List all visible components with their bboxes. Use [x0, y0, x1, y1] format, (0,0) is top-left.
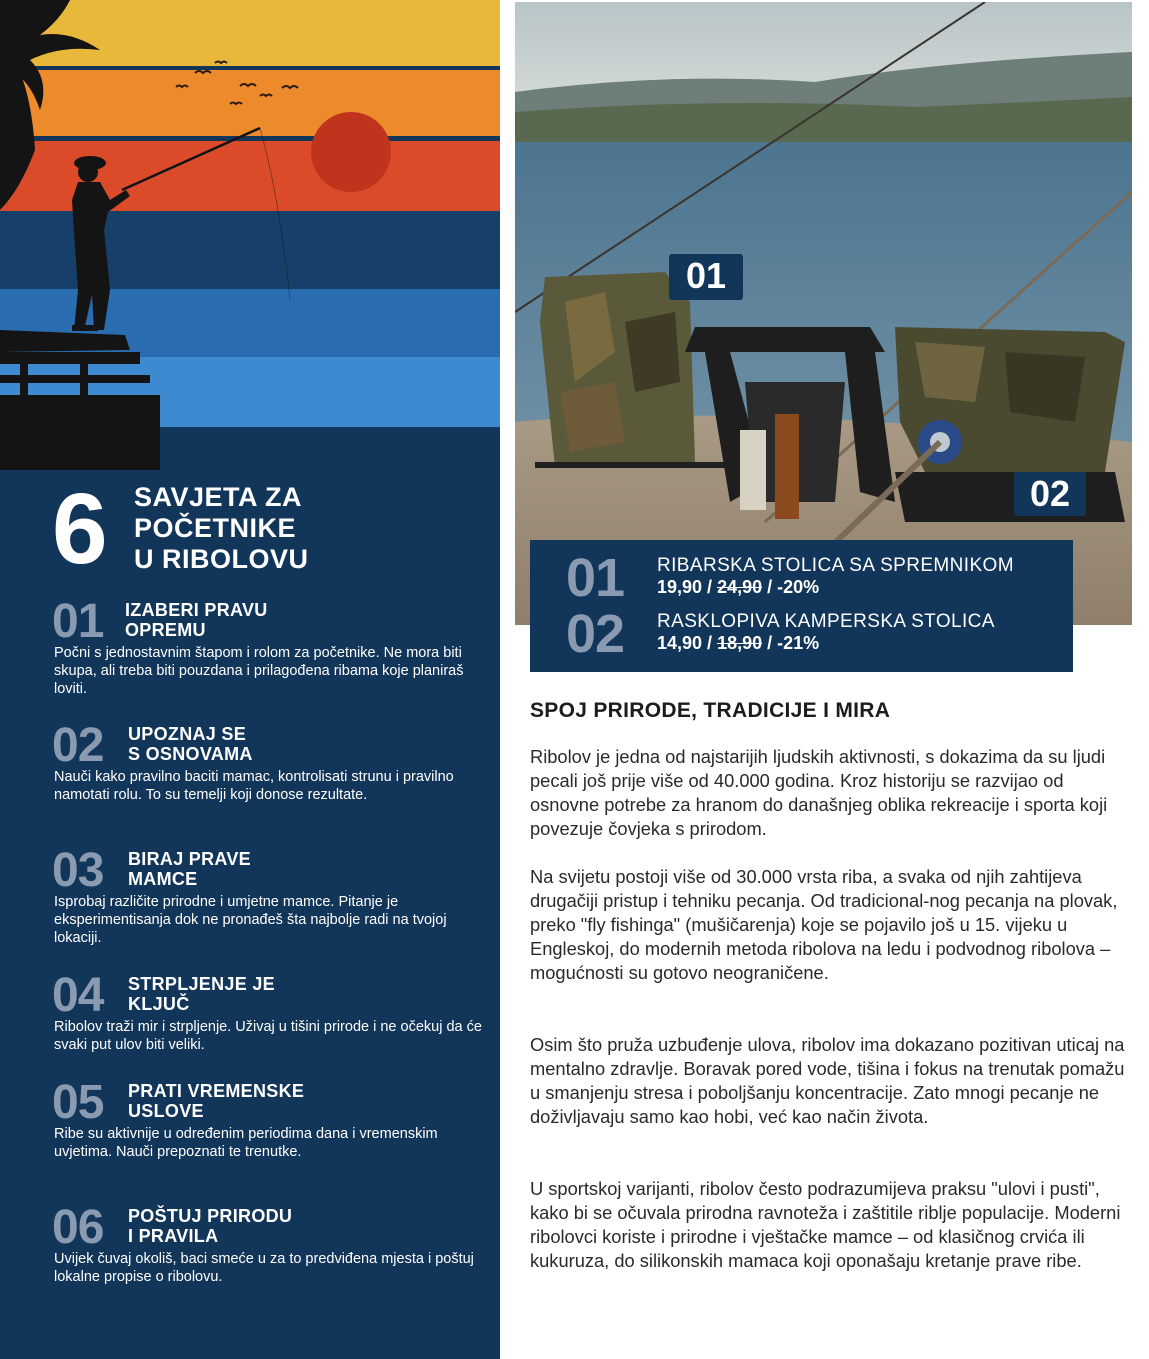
sunset-fisherman-illustration	[0, 0, 500, 470]
article-paragraph: Ribolov je jedna od najstarijih ljudskih aktivnosti, s dokazima da su ljudi pecali još prije više od 40.000 godina. Kroz historiju se razvijao od osnovne potrebe za hranom do današnjeg oblika rekreacije i sporta koji povezuje čovjeka s prirodom.	[530, 746, 1108, 839]
old-price: 18,90	[717, 633, 763, 653]
article-title: SPOJ PRIRODE, TRADICIJE I MIRA	[530, 699, 891, 722]
photo-tag-01: 01	[669, 254, 743, 300]
product-row	[530, 605, 1073, 663]
headline-text: SAVJETA ZA POČETNIKE U RIBOLOVU	[134, 482, 309, 574]
tip-title: POŠTUJ PRIRODU I PRAVILA	[128, 1206, 293, 1246]
tip-description: Isprobaj različite prirodne i umjetne mamce. Pitanje je eksperimentisanja dok ne pronađeš šta najbolje radi na tvojoj lokaciji.	[54, 894, 447, 946]
tip-title: BIRAJ PRAVE MAMCE	[128, 849, 251, 889]
tip-description: Ribe su aktivnije u određenim periodima dana i vremenskim uvjetima. Nauči prepoznati te trenutke.	[54, 1126, 438, 1160]
sun-icon	[311, 112, 391, 192]
tip-description: Uvijek čuvaj okoliš, baci smeće u za to predviđena mjesta i poštuj lokalne propise o ribolovu.	[54, 1251, 474, 1285]
tip-title: UPOZNAJ SE S OSNOVAMA	[128, 724, 253, 764]
tip-number: 04	[52, 969, 104, 1022]
article-paragraph: Na svijetu postoji više od 30.000 vrsta riba, a svaka od njih zahtijeva drugačiji pristup i tehniku pecanja. Od tradicional-nog pecanja na plovak, preko "fly fishinga" (mušičarenja) koje se pojavilo još u 15. vijeku u Engleskoj, do modernih metoda ribolova na ledu i podvodnog ribolova – mogućnosti su gotovo neograničene.	[530, 866, 1118, 983]
product-photo	[515, 2, 1132, 625]
product-price: 14,90 / 18,90 / -21%	[657, 633, 820, 653]
beverage-can	[740, 430, 766, 510]
product-name: RIBARSKA STOLICA SA SPREMNIKOM	[657, 555, 1014, 576]
tip-number: 03	[52, 844, 104, 897]
tip-description: Ribolov traži mir i strpljenje. Uživaj u tišini prirode i ne očekuj da će svaki put ulov biti veliki.	[54, 1019, 482, 1053]
tip-number: 05	[52, 1076, 104, 1129]
beer-bottle	[775, 414, 799, 519]
product-name: RASKLOPIVA KAMPERSKA STOLICA	[657, 611, 995, 632]
article-paragraph: U sportskoj varijanti, ribolov često podrazumijeva praksu "ulovi i pusti", kako bi se očuvala prirodna ravnoteža i zaštitile riblje populacije. Moderni ribolovci koriste i prirodne i vještačke mamce – od klasičnog crvića ili kukuruza, do silikonskih mamaca koji oponašaju kretanje prave ribe.	[530, 1178, 1121, 1271]
product-number: 02	[566, 604, 625, 664]
discount: -20%	[777, 577, 820, 597]
tip-description: Počni s jednostavnim štapom i rolom za početnike. Ne mora biti skupa, ali treba biti pouzdana i prilagođena ribama koje planiraš loviti.	[54, 645, 464, 697]
tip-number: 01	[52, 595, 104, 648]
old-price: 24,90	[717, 577, 763, 597]
tip-number: 06	[52, 1201, 104, 1254]
tip-title: PRATI VREMENSKE USLOVE	[128, 1081, 305, 1121]
price-box	[530, 540, 1073, 672]
product-number: 01	[566, 548, 625, 608]
product-row	[530, 549, 1073, 607]
tip-number: 02	[52, 719, 104, 772]
tip-title: IZABERI PRAVU OPREMU	[125, 600, 268, 640]
tip-description: Nauči kako pravilno baciti mamac, kontrolisati strunu i pravilno namotati rolu. To su temelji koji donose rezultate.	[54, 769, 454, 803]
headline	[52, 473, 482, 590]
photo-tag-02: 02	[1014, 472, 1086, 516]
tip-title: STRPLJENJE JE KLJUČ	[128, 974, 275, 1014]
tips-panel	[0, 0, 500, 1359]
discount: -21%	[777, 633, 820, 653]
product-price: 19,90 / 24,90 / -20%	[657, 577, 820, 597]
headline-number: 6	[52, 473, 108, 585]
article-paragraph: Osim što pruža uzbuđenje ulova, ribolov ima dokazano pozitivan uticaj na mentalno zdravlje. Boravak pored vode, tišina i fokus na trenutak pomažu u smanjenju stresa i poboljšanju koncentracije. Zato mnogi pecanje ne doživljavaju samo kao hobi, već kao način života.	[530, 1034, 1125, 1127]
